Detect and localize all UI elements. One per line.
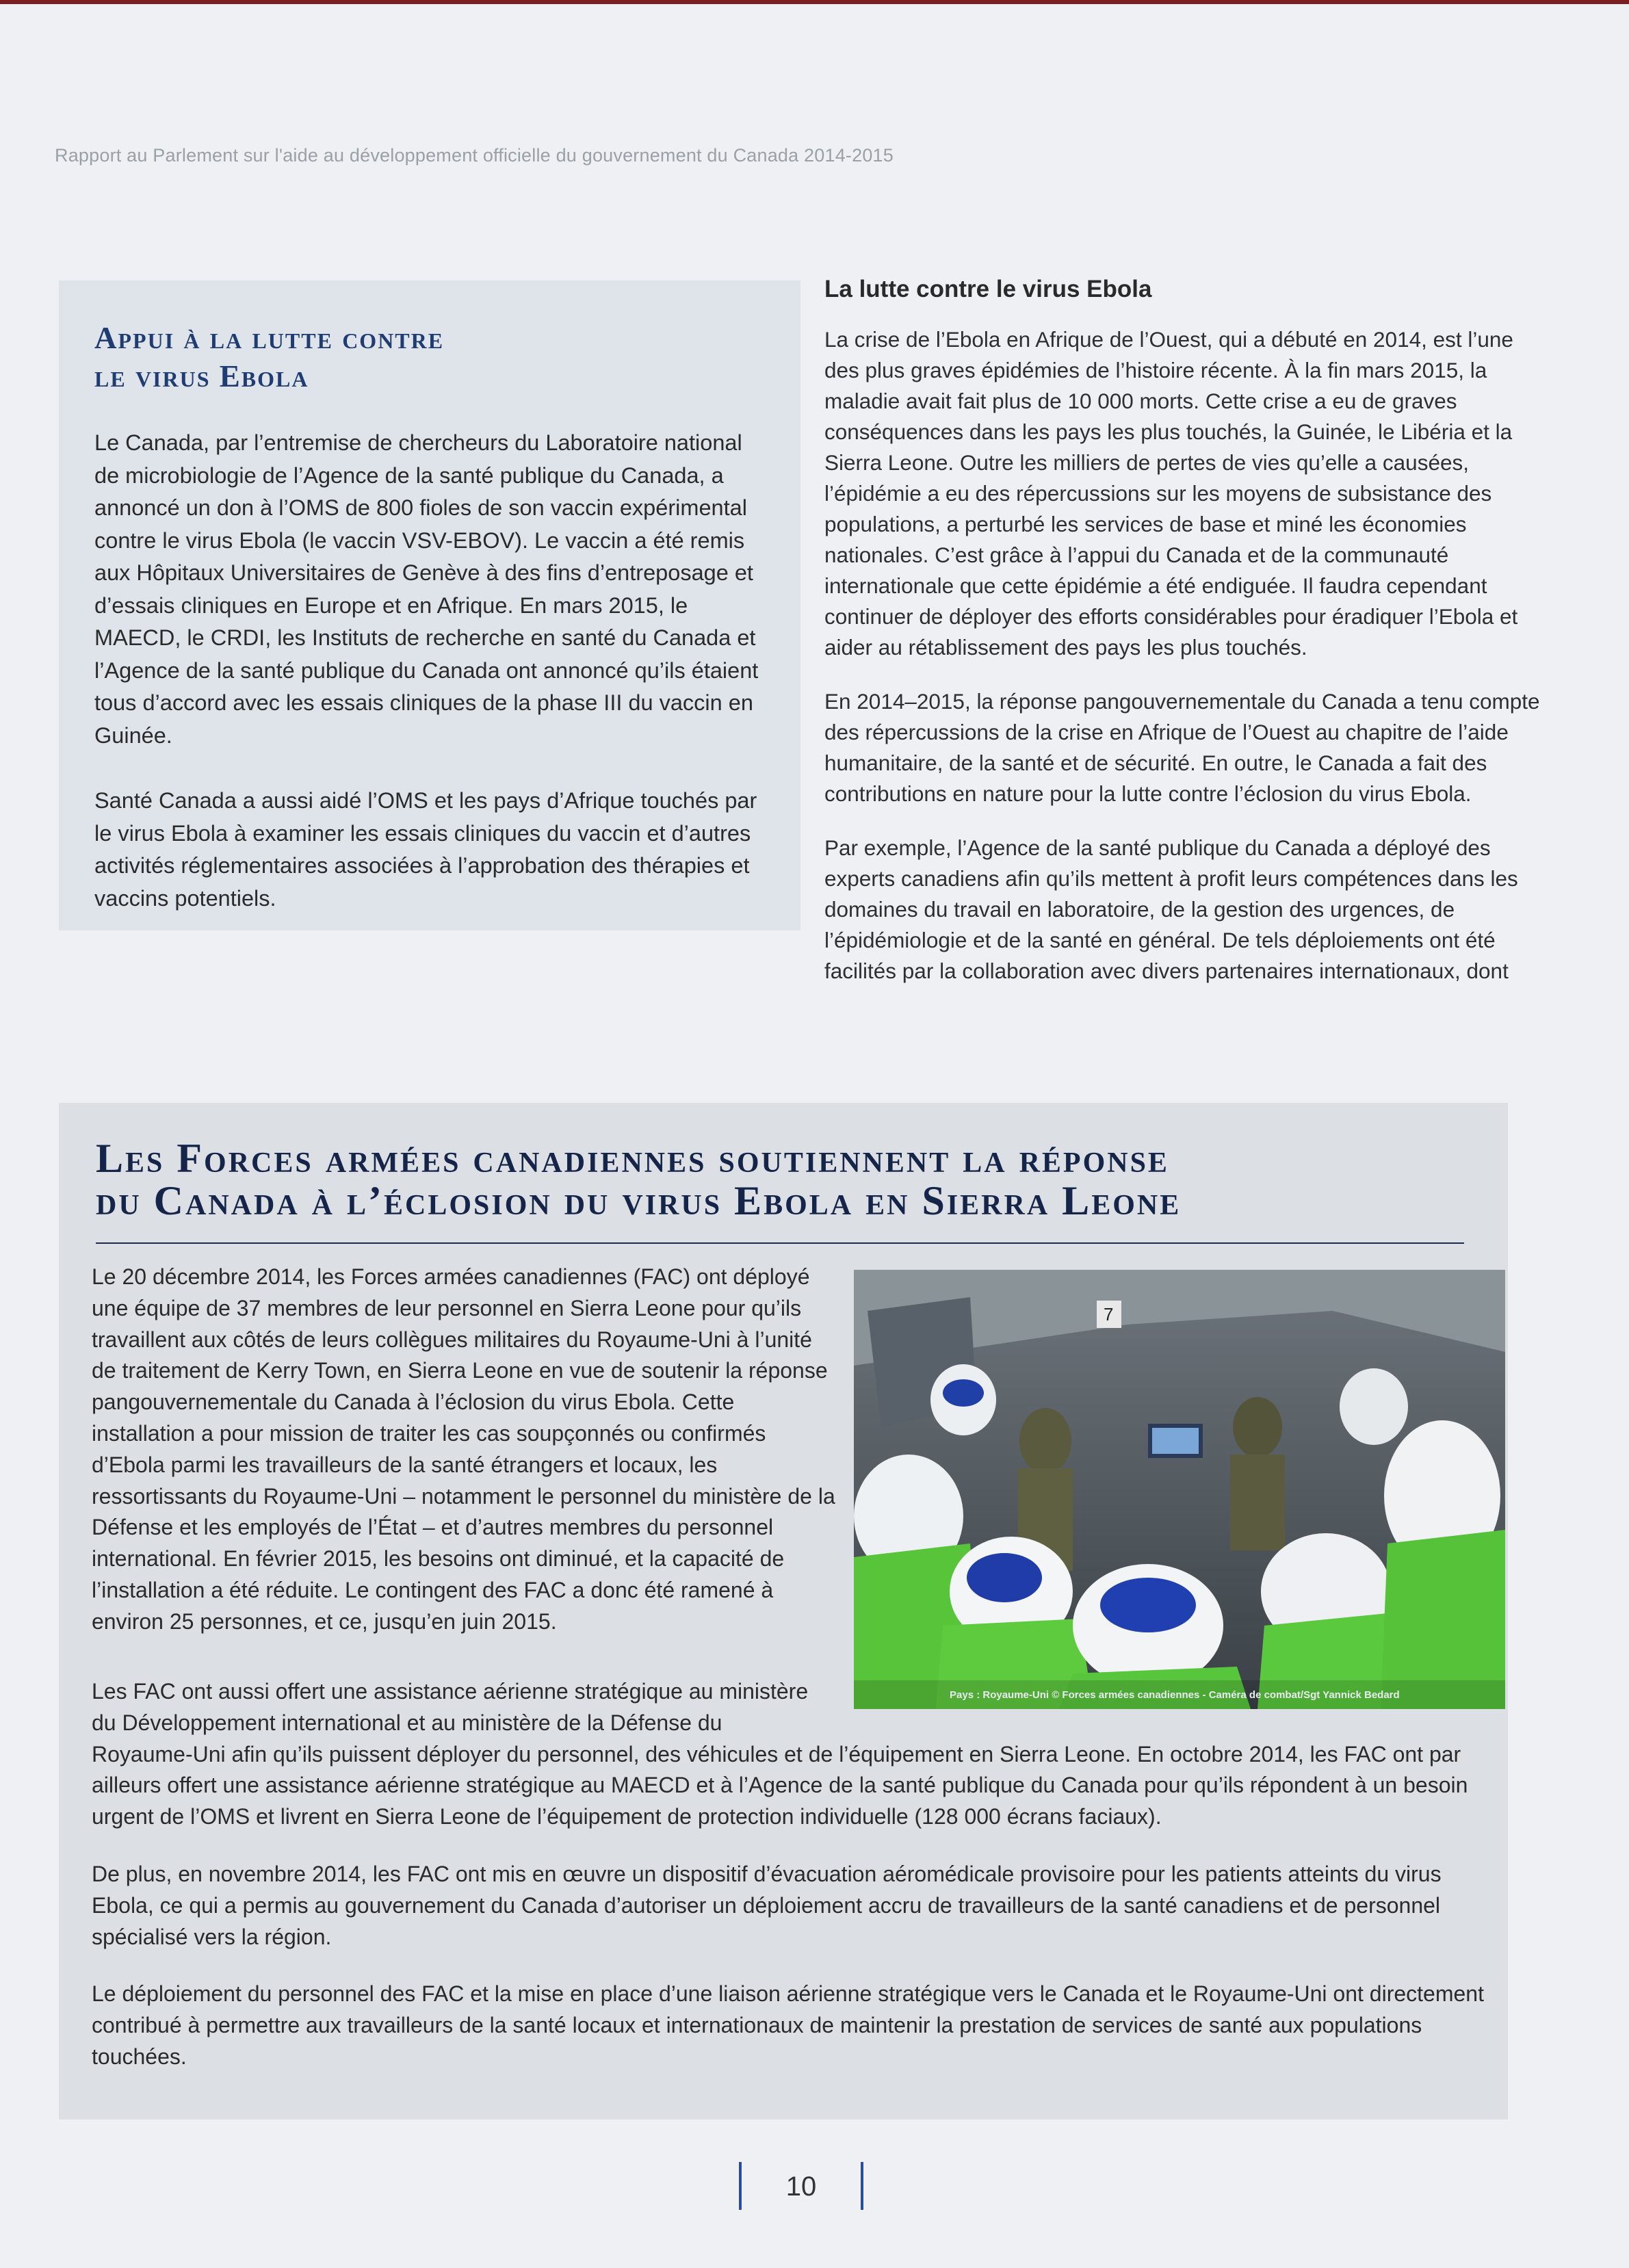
photo-credit: Pays : Royaume-Uni © Forces armées canadiennes - Caméra de combat/Sgt Yannick Bedard (950, 1689, 1400, 1701)
feature-paragraph (92, 1676, 1487, 1833)
sidebar-paragraph: Le Canada, par l’entremise de chercheurs du Laboratoire national de microbiologie de l’Agence de la santé publique du Canada, a annoncé un don à l’OMS de 800 fioles de son vaccin expérimental contre le virus Ebola (le vaccin VSV-EBOV). Le vaccin a été remis aux Hôpitaux Universitaires de Genève à des fins d’entreposage et d’essais cliniques en Europe et en Afrique. En mars 2015, le MAECD, le CRDI, les Instituts de recherche en santé du Canada et l’Agence de la santé publique du Canada ont annoncé qu’ils étaient tous d’accord avec les essais cliniques de la phase III du vaccin en Guinée. (94, 430, 759, 748)
page-footer (735, 2162, 872, 2210)
running-header: Rapport au Parlement sur l'aide au développement officielle du gouvernement du Canada 2014-2015 (55, 145, 894, 166)
feature-box (59, 1103, 1508, 2120)
feature-paragraph: Le 20 décembre 2014, les Forces armées canadiennes (FAC) ont déployé une équipe de 37 membres de leur personnel en Sierra Leone pour qu’ils travaillent aux côtés de leurs collègues militaires du Royaume-Uni à l’unité de traitement de Kerry Town, en Sierra Leone en vue de soutenir la réponse pangouvernementale du Canada à l’éclosion du virus Ebola. Cette installation a pour mission de traiter les cas soupçonnés ou confirmés d’Ebola parmi les travailleurs de la santé étrangers et locaux, les ressortissants du Royaume-Uni – notamment le personnel du ministère de la Défense et les employés de l’État – et d’autres membres du personnel international. En février 2015, les besoins ont diminué, et la capacité de l’installation a été réduite. Le contingent des FAC a donc été ramené à environ 25 personnes, et ce, jusqu’en juin 2015. (92, 1264, 835, 1634)
feature-text-wide (92, 1676, 1487, 2099)
feature-text-narrow (92, 1262, 837, 1663)
body-paragraph: En 2014–2015, la réponse pangouvernementale du Canada a tenu compte des répercussions de la crise en Afrique de l’Ouest au chapitre de l’aide humanitaire, de la santé et de sécurité. En outre, le Canada a fait des contributions en nature pour la lutte contre l’éclosion du virus Ebola. (824, 689, 1540, 806)
page-number-divider (861, 2162, 863, 2210)
sidebar-title: Appui à la lutte contre le virus Ebola (94, 321, 445, 393)
title-rule (96, 1242, 1464, 1244)
feature-paragraph-start: Les FAC ont aussi offert une assistance aérienne stratégique au ministère du Développement international et au ministère de la Défense du (92, 1679, 809, 1735)
body-paragraph: La crise de l’Ebola en Afrique de l’Ouest, qui a débuté en 2014, est l’une des plus graves épidémies de l’histoire récente. À la fin mars 2015, la maladie avait fait plus de 10 000 morts. Cette crise a eu de graves conséquences dans les pays les plus touchés, la Guinée, le Libéria et la Sierra Leone. Outre les milliers de pertes de vies qu’elle a causées, l’épidémie a eu des répercussions sur les moyens de subsistance des populations, a perturbé les services de base et miné les économies nationales. C’est grâce à l’appui du Canada et de la communauté internationale que cette épidémie a été endiguée. Il faudra cependant continuer de déployer des efforts considérables pour éradiquer l’Ebola et aider au rétablissement des pays les plus touchés. (824, 327, 1518, 660)
body-paragraph: Par exemple, l’Agence de la santé publique du Canada a déployé des experts canadiens afin qu’ils mettent à profit leurs compétences dans les domaines du travail en laboratoire, de la gestion des urgences, de l’épidémiologie et de la santé en général. De tels déploiements ont été facilités par la collaboration avec divers partenaires internationaux, dont (824, 835, 1518, 983)
right-column (824, 272, 1550, 1010)
top-border (0, 0, 1629, 4)
feature-photo (854, 1270, 1505, 1709)
bed-number: 7 (1104, 1304, 1114, 1325)
sidebar-paragraph: Santé Canada a aussi aidé l’OMS et les pays d’Afrique touchés par le virus Ebola à examiner les essais cliniques du vaccin et d’autres activités réglementaires associées à l’approbation des thérapies et vaccins potentiels. (94, 788, 757, 911)
feature-paragraph-continuation: Royaume-Uni afin qu’ils puissent déployer du personnel, des véhicules et de l’équipement en Sierra Leone. En octobre 2014, les FAC ont par ailleurs offert une assistance aérienne stratégique au MAECD et à l’Agence de la santé publique du Canada pour qu’ils répondent à un besoin urgent de l’OMS et livrent en Sierra Leone de l’équipement de protection individuelle (128 000 écrans faciaux). (92, 1741, 1468, 1829)
sidebar-box (59, 281, 800, 930)
photo-illustration (854, 1270, 1505, 1709)
section-heading: La lutte contre le virus Ebola (824, 276, 1152, 302)
page-number: 10 (785, 2172, 817, 2202)
feature-title: Les Forces armées canadiennes soutiennent la réponse du Canada à l’éclosion du virus Ebola en Sierra Leone (96, 1136, 1182, 1223)
feature-paragraph: Le déploiement du personnel des FAC et la mise en place d’une liaison aérienne stratégique vers le Canada et le Royaume-Uni ont directement contribué à permettre aux travailleurs de la santé locaux et internationaux de maintenir la prestation de services de santé aux populations touchées. (92, 1981, 1484, 2069)
feature-paragraph: De plus, en novembre 2014, les FAC ont mis en œuvre un dispositif d’évacuation aéromédicale provisoire pour les patients atteints du virus Ebola, ce qui a permis au gouvernement du Canada d’autoriser un déploiement accru de travailleurs de la santé canadiens et de personnel spécialisé vers la région. (92, 1861, 1442, 1949)
